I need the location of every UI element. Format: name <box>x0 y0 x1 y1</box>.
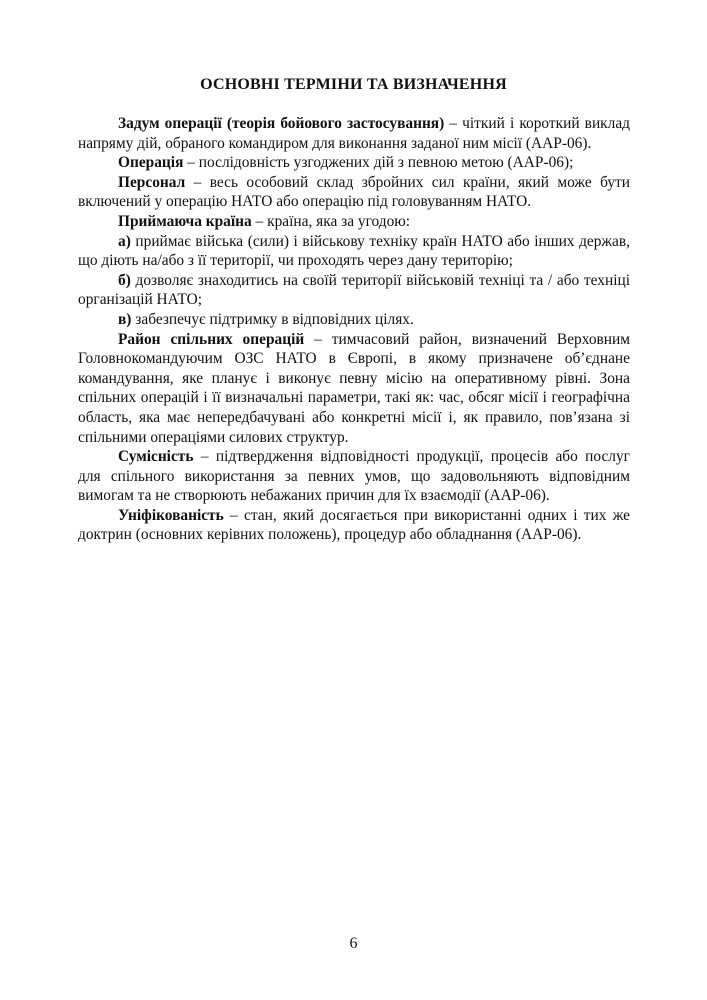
list-item-text: приймає війська (сили) і військову техніку країн НАТО або інших держав, що діють на/або з її території, чи проходять через дану територію; <box>78 232 630 270</box>
list-item-text: забезпечує підтримку в відповідних цілях. <box>131 310 414 328</box>
definition-paragraph <box>78 447 630 506</box>
definition-paragraph <box>78 173 630 212</box>
definition-term: Задум операції (теорія бойового застосування) <box>118 115 445 132</box>
definition-term: Операція <box>118 154 184 172</box>
definition-text: – стан, який досягається при використанні одних і тих же доктрин (основних керівних положень), процедур або обладнання (AAP-06). <box>78 506 630 544</box>
definition-term: Район спільних операцій <box>118 330 305 348</box>
list-item-text: дозволяє знаходитись на своїй території військовій техніці та / або техніці організацій НАТО; <box>78 271 630 309</box>
definition-paragraph <box>78 153 630 173</box>
definition-paragraph <box>78 506 630 545</box>
page-number: 6 <box>349 935 358 952</box>
definition-text: – тимчасовий район, визначений Верховним Головнокомандуючим ОЗС НАТО в Європі, в якому призначене об’єднане командування, яке планує і виконує певну місію на оперативному рівні. Зона спільних операцій і її визначальні параметри, такі як: час, обсяг місії і географічна область, яка має непередбачувані або конкретні місії і, як правило, пов’язана зі спільними операціями силових структур. <box>78 330 631 446</box>
list-marker: б) <box>118 271 131 289</box>
list-item <box>78 271 630 310</box>
definition-paragraph <box>78 114 630 153</box>
definition-term: Персонал <box>118 173 186 191</box>
list-item <box>78 310 630 330</box>
definition-term: Сумісність <box>118 448 194 466</box>
page-title: ОСНОВНІ ТЕРМІНИ ТА ВИЗНАЧЕННЯ <box>200 76 507 93</box>
definition-text: – підтвердження відповідності продукції, процесів або послуг для спільного використання за певних умов, що задовольняють відповідним вимогам та не створюють небажаних причин для їх взаємодії (AAP-06). <box>78 448 630 505</box>
definition-term: Уніфікованість <box>118 506 224 524</box>
definition-text: – весь особовий склад збройних сил країни, який може бути включений у операцію НАТО або операцію під головуванням НАТО. <box>78 173 630 211</box>
definition-text: – країна, яка за угодою: <box>251 212 411 230</box>
definition-paragraph <box>78 330 630 448</box>
definitions-body <box>78 114 630 545</box>
definition-text: – послідовність узгоджених дій з певною метою (AAP-06); <box>183 154 574 172</box>
list-marker: а) <box>118 232 131 250</box>
definition-term: Приймаюча країна <box>118 212 252 230</box>
definition-text: – чіткий і короткий виклад напряму дій, обраного командиром для виконання заданої ним місії (AAP-06). <box>78 115 630 152</box>
list-item <box>78 232 630 271</box>
definition-paragraph <box>78 212 630 232</box>
list-marker: в) <box>118 310 132 328</box>
